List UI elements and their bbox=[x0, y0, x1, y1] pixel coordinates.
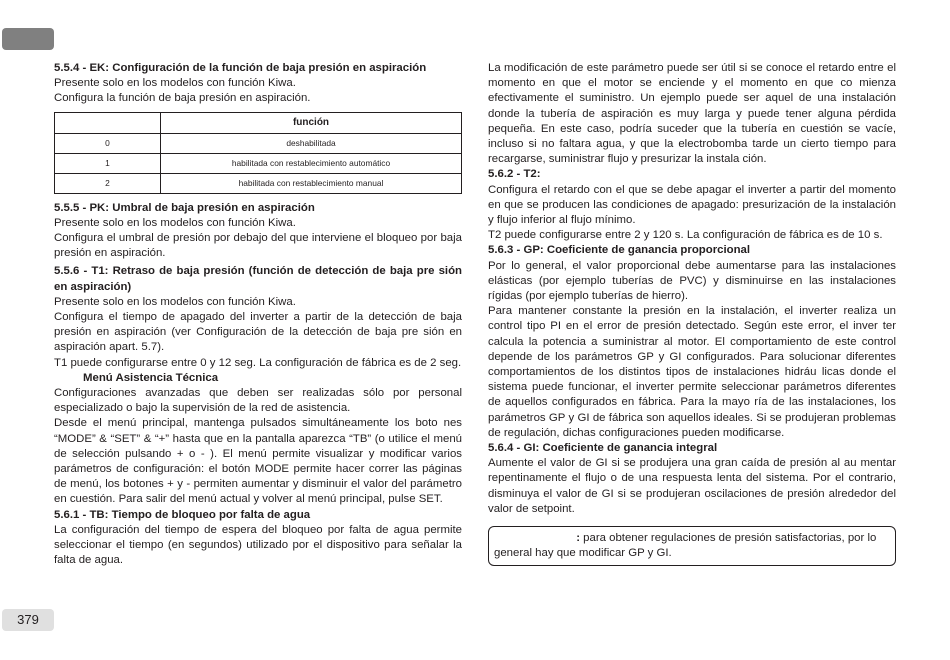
section-5-5-5-title: 5.5.5 - PK: Umbral de baja presión en aspiración bbox=[54, 201, 315, 214]
section-tab-marker bbox=[2, 28, 54, 50]
section-5-5-4-text-2: Configura la función de baja presión en aspiración. bbox=[54, 92, 311, 105]
table-cell-value: 0 bbox=[55, 133, 161, 153]
right-column bbox=[488, 61, 896, 566]
section-5-5-6-title: 5.5.6 - T1: Retraso de baja presión (función de detección de baja pre sión en aspiración) bbox=[54, 265, 462, 293]
tb-description-paragraph: La modificación de este parámetro puede ser útil si se conoce el retardo entre el momento en que el motor se enciende y el momento en que co mienza efectivamente el suministro. Un ejemplo puede ser aquel de una instalación donde la tubería de aspiración es muy larga y puede tener alguna pérdida pequeña. En este caso, podría suceder que la tubería en cuestión se vacíe, incluso si no faltara agua, y que la electrobomba tarde un cierto tiempo para recargarse, suministrar flujo y presurizar la instala ción. bbox=[488, 62, 896, 166]
section-5-5-6-text-2: Configura el tiempo de apagado del inverter a partir de la detección de baja presión en aspiración (ver Configuración de la detección de baja pre sión en aspiración apart. 5.7). bbox=[54, 311, 462, 354]
section-5-5-5-text-2: Configura el umbral de presión por debajo del que interviene el bloqueo por baja presión en aspiración. bbox=[54, 232, 462, 260]
table-header-row bbox=[55, 112, 462, 133]
table-row bbox=[55, 173, 462, 193]
section-5-5-5-text-1: Presente solo en los modelos con función Kiwa. bbox=[54, 216, 296, 229]
section-5-6-3-text-2: Para mantener constante la presión en la instalación, el inverter realiza un control tipo PI en el error de presión detectado. Según este error, el inver ter calcula la potencia a suministrar al motor. El comportamiento de este control depende de los parámetros GP y GI configurados. Para solucionar diferentes comportamientos de los distintos tipos de instalaciones hidráu licas donde el sistema puede funcionar, el inverter permite seleccionar parámetros diferentes de aquellos configurados en fábrica. Para la mayo ría de las instalaciones, los parámetros GP y GI de fábrica son aquellos ideales. Si se produjeran problemas de regulación, dichas configuraciones pueden modificarse. bbox=[488, 305, 896, 439]
technical-assistance-menu-title: Menú Asistencia Técnica bbox=[83, 371, 219, 384]
section-5-6-3-text-1: Por lo general, el valor proporcional debe aumentarse para las instalaciones elásticas (por ejemplo tuberías de PVC) y disminuirse en las instalaciones rígidas (por ejemplo tuberías de hierro). bbox=[488, 259, 896, 303]
table-cell-function: deshabilitada bbox=[161, 133, 462, 153]
left-column bbox=[54, 61, 462, 568]
note-label: : bbox=[576, 532, 580, 545]
menu-text-2: Desde el menú principal, mantenga pulsados simultáneamente los boto nes “MODE” & “SET” & “+” hasta que en la pantalla aparezca “TB” (o utilice el menú de selección pulsando + o - ). El menú permite visualizar y modificar varios parámetros de configuración: el botón MODE permite hacer correr las páginas de menú, los botones + y - permiten aumentar y disminuir el valor del parámetro en cuestión. Para salir del menú actual y volver al menú principal, pulse SET. bbox=[54, 417, 462, 506]
section-5-6-4-text: Aumente el valor de GI si se produjera una gran caída de presión al au mentar repentinamente el flujo o de una respuesta lenta del sistema. Por el contrario, disminuya el valor de GI si se produjeran oscilaciones de presión alrededor del valor de setpoint. bbox=[488, 457, 896, 515]
page-number: 379 bbox=[2, 609, 54, 631]
note-box bbox=[488, 526, 896, 565]
table-cell-value: 1 bbox=[55, 153, 161, 173]
section-5-6-3-title: 5.6.3 - GP: Coeficiente de ganancia proporcional bbox=[488, 244, 751, 257]
section-5-6-4-title: 5.6.4 - GI: Coeficiente de ganancia integral bbox=[488, 442, 718, 455]
section-5-5-4-text-1: Presente solo en los modelos con función Kiwa. bbox=[54, 77, 296, 90]
table-cell-function: habilitada con restablecimiento manual bbox=[161, 173, 462, 193]
section-5-6-2-title: 5.6.2 - T2: bbox=[488, 168, 541, 181]
table-header-function: función bbox=[161, 112, 462, 133]
ek-function-table bbox=[54, 112, 462, 194]
section-5-5-6-text-1: Presente solo en los modelos con función Kiwa. bbox=[54, 295, 296, 308]
table-row bbox=[55, 153, 462, 173]
section-5-5-4-title: 5.5.4 - EK: Configuración de la función de baja presión en aspiración bbox=[54, 62, 427, 74]
section-5-6-2-text-1: Configura el retardo con el que se debe apagar el inverter a partir del momento en que se producen las condiciones de apagado: presurización de la instalación y flujo inferior al flujo mínimo. bbox=[488, 183, 896, 227]
section-5-6-1-title: 5.6.1 - TB: Tiempo de bloqueo por falta de agua bbox=[54, 508, 311, 521]
section-5-5-6-text-3: T1 puede configurarse entre 0 y 12 seg. La configuración de fábrica es de 2 seg. bbox=[54, 356, 462, 369]
note-text: para obtener regulaciones de presión satisfactorias, por lo general hay que modificar GP y GI. bbox=[494, 532, 877, 560]
table-cell-value: 2 bbox=[55, 173, 161, 193]
section-5-6-1-text: La configuración del tiempo de espera del bloqueo por falta de agua permite seleccionar el tiempo (en segundos) utilizado por el dispositivo para señalar la falta de agua. bbox=[54, 523, 462, 567]
table-cell-function: habilitada con restablecimiento automático bbox=[161, 153, 462, 173]
menu-text-1: Configuraciones avanzadas que deben ser realizadas sólo por personal especializado o bajo la supervisión de la red de asistencia. bbox=[54, 387, 462, 415]
table-header-value bbox=[55, 112, 161, 133]
section-5-6-2-text-2: T2 puede configurarse entre 2 y 120 s. La configuración de fábrica es de 10 s. bbox=[488, 229, 883, 242]
table-row bbox=[55, 133, 462, 153]
